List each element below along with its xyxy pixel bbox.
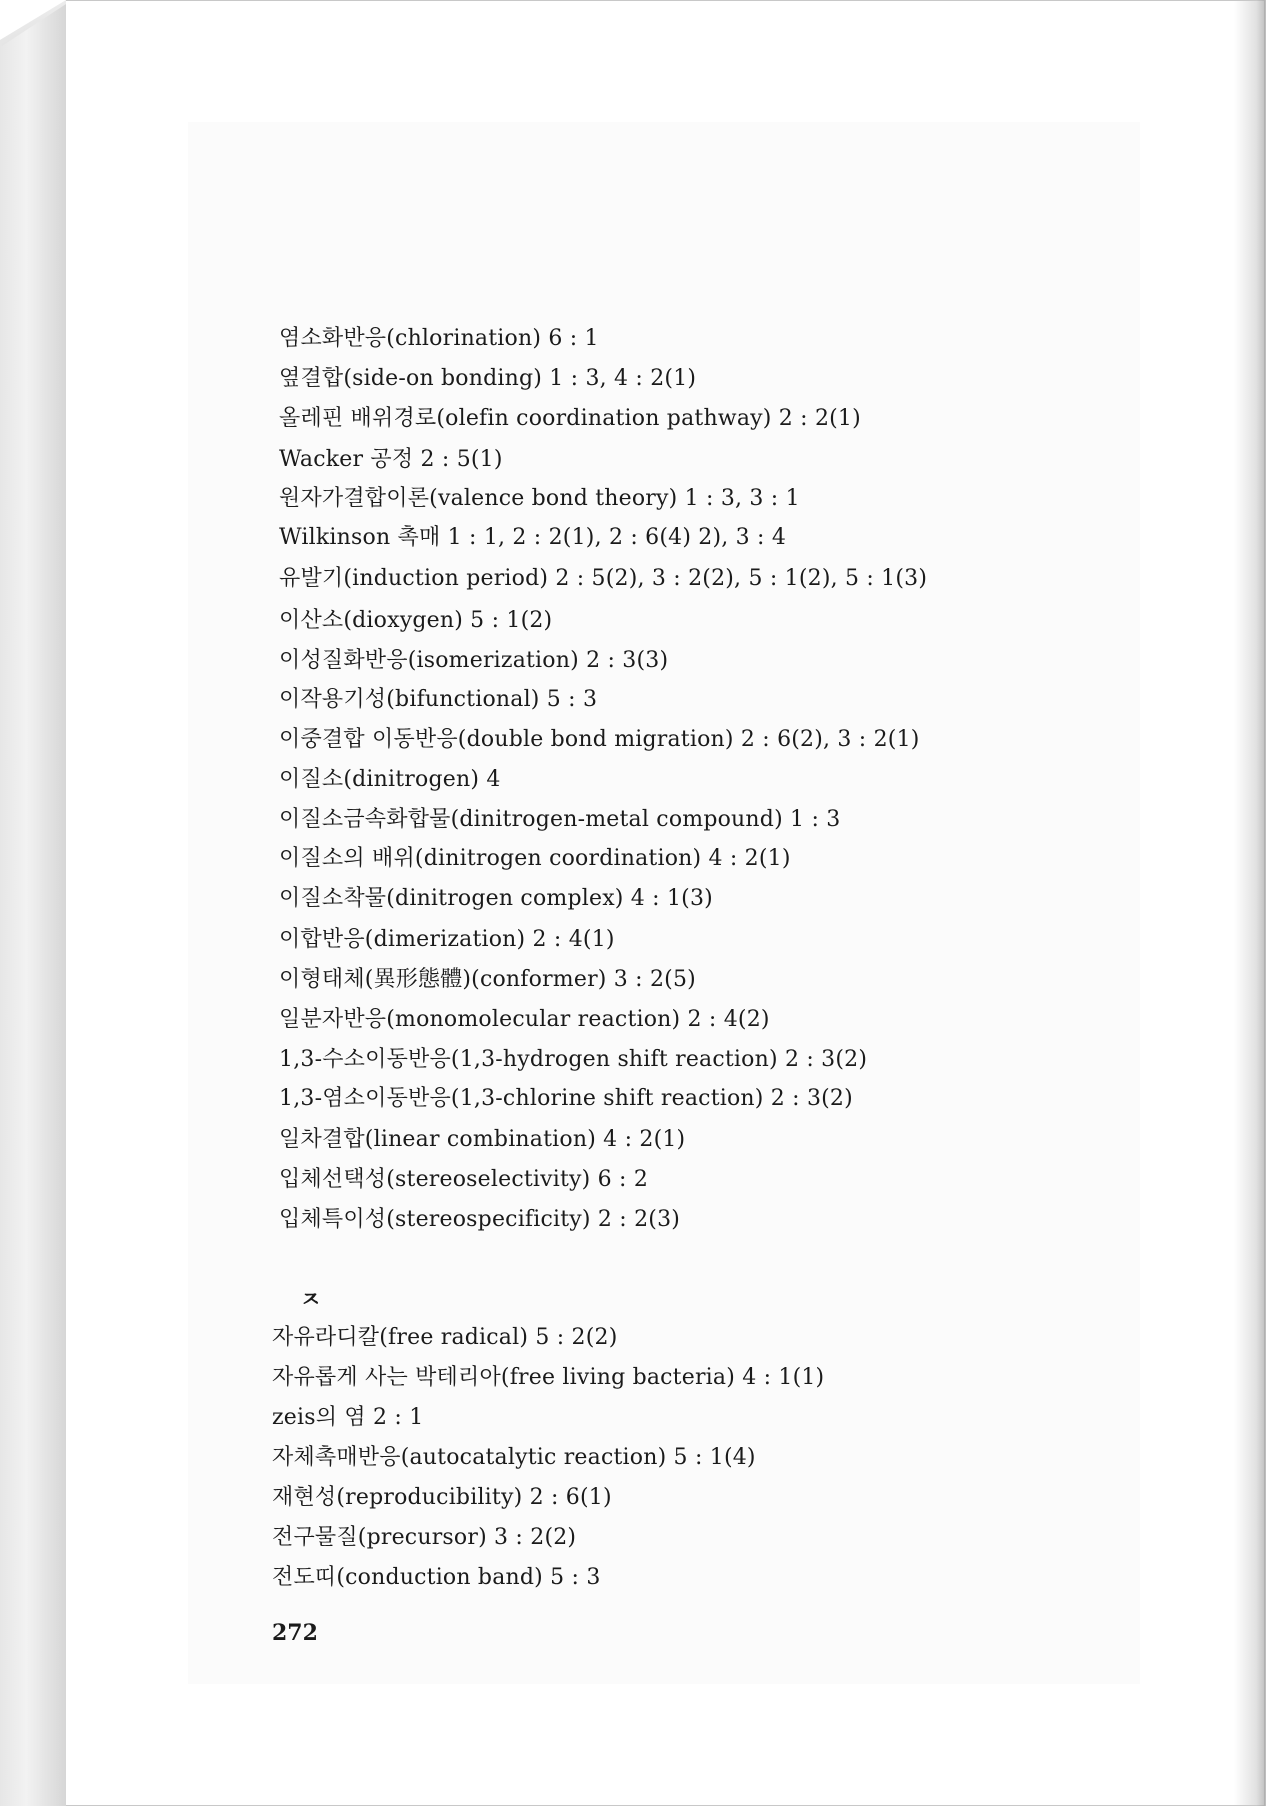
index-entry: 자유롭게 사는 박테리아(free living bacteria) 4 : 1(1) <box>272 1365 825 1390</box>
index-entry: 이질소의 배위(dinitrogen coordination) 4 : 2(1) <box>279 846 791 871</box>
index-entry: 이질소금속화합물(dinitrogen-metal compound) 1 : 3 <box>279 807 841 832</box>
index-entry: 이합반응(dimerization) 2 : 4(1) <box>279 927 615 952</box>
index-entry: 일차결합(linear combination) 4 : 2(1) <box>279 1127 686 1152</box>
index-entry: 입체특이성(stereospecificity) 2 : 2(3) <box>279 1207 681 1232</box>
index-entry: 자체촉매반응(autocatalytic reaction) 5 : 1(4) <box>272 1445 756 1470</box>
index-entry: 이질소착물(dinitrogen complex) 4 : 1(3) <box>279 886 713 911</box>
index-entry: 자유라디칼(free radical) 5 : 2(2) <box>272 1325 618 1350</box>
index-entry: 원자가결합이론(valence bond theory) 1 : 3, 3 : 1 <box>279 486 800 511</box>
index-entry: Wacker 공정 2 : 5(1) <box>279 447 503 472</box>
index-entry: 옆결합(side-on bonding) 1 : 3, 4 : 2(1) <box>279 366 697 391</box>
index-entry: 이성질화반응(isomerization) 2 : 3(3) <box>279 648 669 673</box>
index-entry: 전도띠(conduction band) 5 : 3 <box>272 1565 601 1590</box>
page-number: 272 <box>272 1620 318 1646</box>
index-entry: 입체선택성(stereoselectivity) 6 : 2 <box>279 1167 649 1192</box>
index-entry: 이질소(dinitrogen) 4 <box>279 767 501 792</box>
index-entry: 이산소(dioxygen) 5 : 1(2) <box>279 608 553 633</box>
index-entry: 이중결합 이동반응(double bond migration) 2 : 6(2), 3 : 2(1) <box>279 727 920 752</box>
index-entry: Wilkinson 촉매 1 : 1, 2 : 2(1), 2 : 6(4) 2), 3 : 4 <box>279 525 787 550</box>
section-heading: ㅈ <box>300 1288 322 1313</box>
index-entry: 유발기(induction period) 2 : 5(2), 3 : 2(2), 5 : 1(2), 5 : 1(3) <box>279 566 928 591</box>
index-entry: 재현성(reproducibility) 2 : 6(1) <box>272 1485 612 1510</box>
index-entry: 이형태체(異形態體)(conformer) 3 : 2(5) <box>279 967 696 992</box>
index-entry: 이작용기성(bifunctional) 5 : 3 <box>279 687 598 712</box>
index-entry: 염소화반응(chlorination) 6 : 1 <box>279 326 599 351</box>
index-entry: 1,3-염소이동반응(1,3-chlorine shift reaction) 2 : 3(2) <box>279 1086 853 1111</box>
index-entry: zeis의 염 2 : 1 <box>272 1405 424 1430</box>
index-entry: 올레핀 배위경로(olefin coordination pathway) 2 : 2(1) <box>279 406 861 431</box>
index-entry: 1,3-수소이동반응(1,3-hydrogen shift reaction) 2 : 3(2) <box>279 1047 868 1072</box>
index-entry: 일분자반응(monomolecular reaction) 2 : 4(2) <box>279 1007 770 1032</box>
index-entry: 전구물질(precursor) 3 : 2(2) <box>272 1525 577 1550</box>
